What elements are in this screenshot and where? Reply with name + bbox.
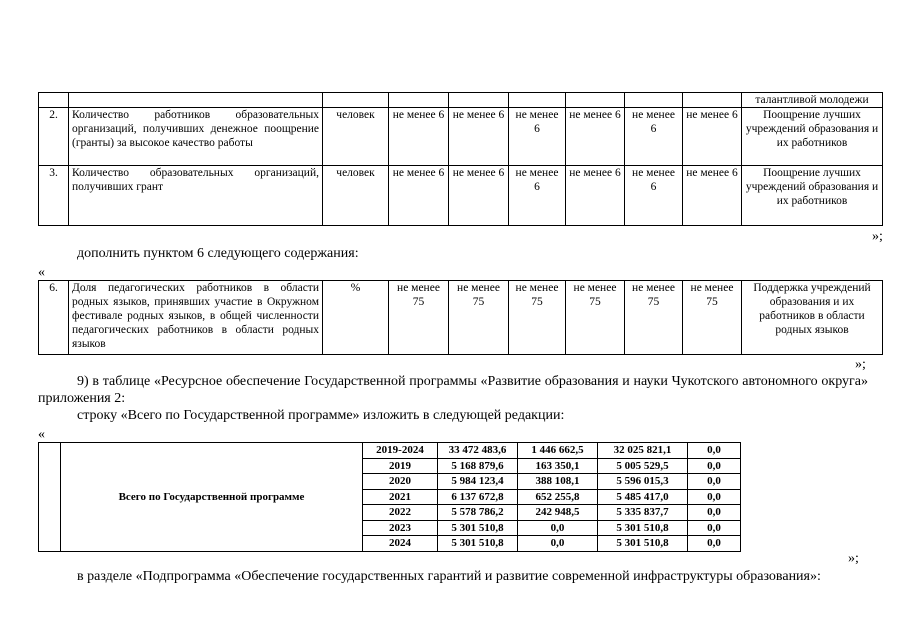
amount-cell: 5 005 529,5 bbox=[598, 458, 688, 474]
empty-cell bbox=[683, 93, 742, 108]
table-row bbox=[39, 166, 883, 226]
row-number: 6. bbox=[39, 281, 69, 355]
amount-cell: 32 025 821,1 bbox=[598, 443, 688, 459]
amount-cell: 0,0 bbox=[518, 536, 598, 552]
value-cell: не менее 6 bbox=[389, 166, 449, 226]
amount-cell: 0,0 bbox=[688, 520, 741, 536]
year-cell: 2019-2024 bbox=[363, 443, 438, 459]
year-cell: 2023 bbox=[363, 520, 438, 536]
value-cell: не менее 6 bbox=[566, 166, 625, 226]
empty-cell bbox=[509, 93, 566, 108]
value-cell: не менее 75 bbox=[566, 281, 625, 355]
amount-cell: 0,0 bbox=[688, 536, 741, 552]
amount-cell: 5 335 837,7 bbox=[598, 505, 688, 521]
empty-cell bbox=[449, 93, 509, 108]
amount-cell: 163 350,1 bbox=[518, 458, 598, 474]
amount-cell: 5 578 786,2 bbox=[438, 505, 518, 521]
opening-quote: « bbox=[38, 427, 45, 442]
empty-cell bbox=[625, 93, 683, 108]
table-row bbox=[39, 281, 883, 355]
resource-table bbox=[38, 442, 741, 552]
closing-quote: »; bbox=[848, 551, 859, 566]
year-cell: 2022 bbox=[363, 505, 438, 521]
value-cell: не менее 75 bbox=[449, 281, 509, 355]
value-cell: не менее 6 bbox=[509, 108, 566, 166]
indicator-name: Количество образовательных организаций, получивших грант bbox=[69, 166, 323, 226]
amount-cell: 0,0 bbox=[518, 520, 598, 536]
amount-cell: 5 596 015,3 bbox=[598, 474, 688, 490]
paragraph-add-point: дополнить пунктом 6 следующего содержания: bbox=[77, 246, 359, 261]
indicator-name: Доля педагогических работников в области родных языков, принявших участие в Окружном фестивале родных языков, в общей численности педагогических работников в области родных языков bbox=[69, 281, 323, 355]
empty-cell bbox=[39, 93, 69, 108]
amount-cell: 5 301 510,8 bbox=[598, 536, 688, 552]
row-number: 3. bbox=[39, 166, 69, 226]
value-cell: не менее 6 bbox=[449, 166, 509, 226]
opening-quote: « bbox=[38, 265, 45, 280]
value-cell: не менее 6 bbox=[683, 108, 742, 166]
value-cell: не менее 6 bbox=[566, 108, 625, 166]
value-cell: не менее 75 bbox=[625, 281, 683, 355]
amount-cell: 0,0 bbox=[688, 505, 741, 521]
amount-cell: 5 168 879,6 bbox=[438, 458, 518, 474]
value-cell: не менее 6 bbox=[625, 108, 683, 166]
paragraph-9 bbox=[38, 373, 868, 407]
year-cell: 2019 bbox=[363, 458, 438, 474]
empty-cell bbox=[566, 93, 625, 108]
year-cell: 2021 bbox=[363, 489, 438, 505]
empty-cell bbox=[69, 93, 323, 108]
goal-cell: Поощрение лучших учреждений образования и их работников bbox=[742, 108, 883, 166]
amount-cell: 5 485 417,0 bbox=[598, 489, 688, 505]
closing-quote: »; bbox=[872, 229, 883, 244]
paragraph-9-text: 9) в таблице «Ресурсное обеспечение Государственной программы «Развитие образования и науки Чукотского автономного округа» приложения 2: bbox=[38, 374, 868, 406]
amount-cell: 5 301 510,8 bbox=[438, 520, 518, 536]
row-number: 2. bbox=[39, 108, 69, 166]
value-cell: не менее 75 bbox=[509, 281, 566, 355]
value-cell: не менее 75 bbox=[683, 281, 742, 355]
unit-cell: % bbox=[323, 281, 389, 355]
value-cell: не менее 6 bbox=[509, 166, 566, 226]
amount-cell: 5 301 510,8 bbox=[438, 536, 518, 552]
amount-cell: 652 255,8 bbox=[518, 489, 598, 505]
amount-cell: 242 948,5 bbox=[518, 505, 598, 521]
unit-cell: человек bbox=[323, 108, 389, 166]
value-cell: не менее 6 bbox=[449, 108, 509, 166]
empty-cell bbox=[389, 93, 449, 108]
goal-cell: Поддержка учреждений образования и их работников в области родных языков bbox=[742, 281, 883, 355]
value-cell: не менее 6 bbox=[625, 166, 683, 226]
indicator-table bbox=[38, 92, 883, 226]
paragraph-9-line2: строку «Всего по Государственной программе» изложить в следующей редакции: bbox=[77, 408, 565, 423]
amount-cell: 0,0 bbox=[688, 489, 741, 505]
value-cell: не менее 75 bbox=[389, 281, 449, 355]
empty-cell bbox=[323, 93, 389, 108]
table-row bbox=[39, 108, 883, 166]
year-cell: 2024 bbox=[363, 536, 438, 552]
amount-cell: 33 472 483,6 bbox=[438, 443, 518, 459]
new-indicator-table bbox=[38, 280, 883, 355]
year-cell: 2020 bbox=[363, 474, 438, 490]
amount-cell: 0,0 bbox=[688, 474, 741, 490]
amount-cell: 1 446 662,5 bbox=[518, 443, 598, 459]
value-cell: не менее 6 bbox=[389, 108, 449, 166]
paragraph-section bbox=[38, 568, 868, 585]
amount-cell: 6 137 672,8 bbox=[438, 489, 518, 505]
amount-cell: 5 301 510,8 bbox=[598, 520, 688, 536]
value-cell: не менее 6 bbox=[683, 166, 742, 226]
indicator-name: Количество работников образовательных организаций, получивших денежное поощрение (гранты) за высокое качество работы bbox=[69, 108, 323, 166]
amount-cell: 0,0 bbox=[688, 443, 741, 459]
goal-cell: талантливой молодежи bbox=[742, 93, 883, 108]
empty-cell bbox=[39, 443, 61, 552]
amount-cell: 5 984 123,4 bbox=[438, 474, 518, 490]
unit-cell: человек bbox=[323, 166, 389, 226]
goal-cell: Поощрение лучших учреждений образования и их работников bbox=[742, 166, 883, 226]
amount-cell: 388 108,1 bbox=[518, 474, 598, 490]
total-label: Всего по Государственной программе bbox=[61, 443, 363, 552]
closing-quote: »; bbox=[855, 357, 866, 372]
amount-cell: 0,0 bbox=[688, 458, 741, 474]
paragraph-section-text: в разделе «Подпрограмма «Обеспечение государственных гарантий и развитие современной инфраструктуры образования»: bbox=[77, 569, 821, 584]
